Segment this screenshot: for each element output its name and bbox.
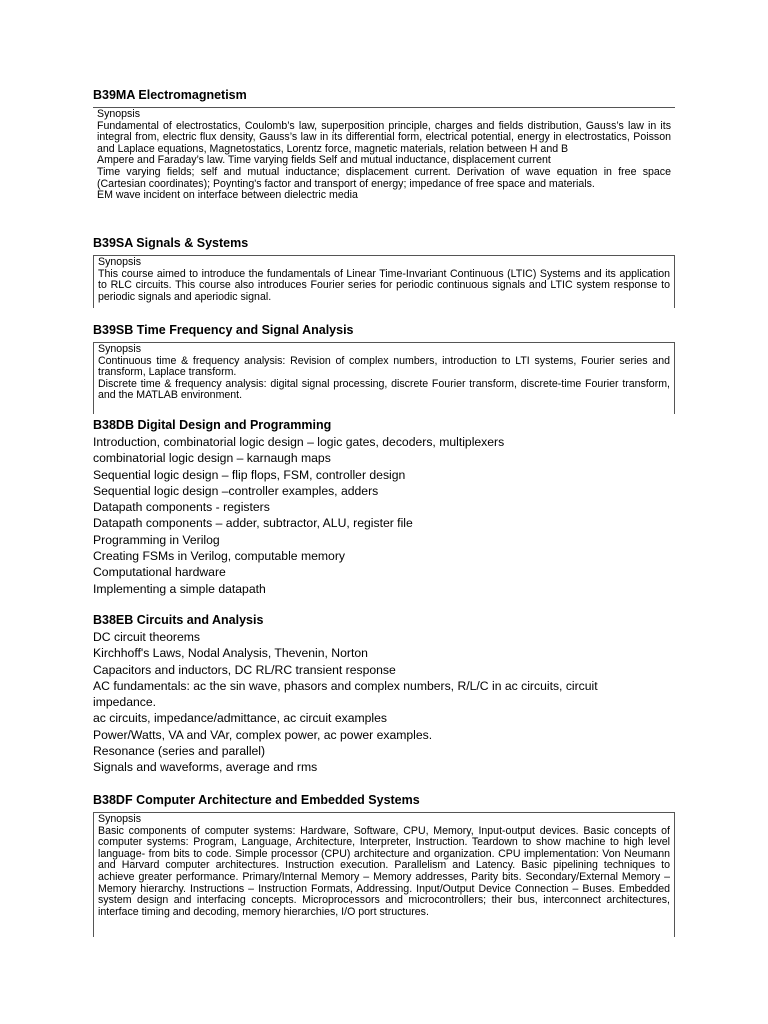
list-item: Implementing a simple datapath bbox=[93, 581, 266, 596]
section-title: B38DF Computer Architecture and Embedded Systems bbox=[93, 793, 420, 807]
synopsis-paragraph: EM wave incident on interface between dielectric media bbox=[97, 189, 358, 202]
list-item: Resonance (series and parallel) bbox=[93, 744, 266, 759]
section-b38df bbox=[93, 793, 675, 937]
list-item: Kirchhoff's Laws, Nodal Analysis, Thevenin, Norton bbox=[93, 646, 368, 661]
synopsis-box bbox=[93, 342, 675, 414]
synopsis-label: Synopsis bbox=[98, 813, 141, 825]
section-title: B39MA Electromagnetism bbox=[93, 88, 247, 102]
synopsis-box bbox=[93, 107, 675, 202]
synopsis-paragraph: Ampere and Faraday’s law. Time varying fields Self and mutual inductance, displacement current bbox=[97, 154, 551, 167]
synopsis-box bbox=[93, 255, 675, 308]
section-b39ma bbox=[93, 88, 675, 202]
list-item: DC circuit theorems bbox=[93, 630, 201, 644]
section-b38eb bbox=[93, 613, 675, 776]
list-item: Sequential logic design – flip flops, FSM, controller design bbox=[93, 467, 406, 482]
list-item: Programming in Verilog bbox=[93, 532, 220, 547]
list-item: AC fundamentals: ac the sin wave, phasors and complex numbers, R/L/C in ac circuits, circuit impedance. bbox=[93, 678, 598, 710]
synopsis-paragraph: Fundamental of electrostatics, Coulomb’s law, superposition principle, charges and fields distribution, Gauss’s law in its integral from, electric flux density, Gauss’s law in its differential form, electrical potential, energy in electrostatics, Poisson and Laplace equations, Magnetostatics, Lorentz force, magnetic materials, relation between H and B bbox=[97, 119, 671, 155]
section-title: B39SA Signals & Systems bbox=[93, 236, 249, 250]
synopsis-box bbox=[93, 812, 675, 937]
list-item: ac circuits, impedance/admittance, ac circuit examples bbox=[93, 711, 387, 726]
list-item: Datapath components - registers bbox=[93, 500, 270, 515]
synopsis-paragraph: Basic components of computer systems: Hardware, Software, CPU, Memory, Input-output devices. Basic concepts of computer systems: Program, Language, Architecture, Interpreter, Instruction. Teardown to show machine to high level language- from bits to code. Simple processor (CPU) architecture and organization. CPU implementation: Von Neumann and Harvard computer architectures. Instruction execution. Parallelism and Latency. Basic pipelining techniques to achieve greater performance. Primary/Internal Memory – Memory addresses, Parity bits. Secondary/External Memory – Memory hierarchy. Instructions – Instruction Formats, Addressing. Input/Output Device Connection – Buses. Embedded system design and interfacing concepts. Microprocessors and microcontrollers; their bus, interconnect architectures, interface timing and decoding, memory hierarchies, I/O port structures. bbox=[98, 824, 670, 918]
section-b38db bbox=[93, 418, 675, 597]
section-title: B38EB Circuits and Analysis bbox=[93, 613, 264, 627]
synopsis-paragraph: Discrete time & frequency analysis: digital signal processing, discrete Fourier transform, discrete-time Fourier transform, and the MATLAB environment. bbox=[98, 377, 670, 402]
synopsis-paragraph: This course aimed to introduce the fundamentals of Linear Time-Invariant Continuous (LTIC) Systems and its application to RLC circuits. This course also introduces Fourier series for periodic continuous signals and LTIC system response to periodic signals and aperiodic signal. bbox=[98, 267, 670, 303]
topic-list bbox=[93, 434, 675, 597]
list-item: Capacitors and inductors, DC RL/RC transient response bbox=[93, 662, 396, 677]
synopsis-label: Synopsis bbox=[98, 256, 141, 268]
synopsis-label: Synopsis bbox=[98, 343, 141, 355]
synopsis-label: Synopsis bbox=[97, 108, 140, 120]
list-item: Datapath components – adder, subtractor, ALU, register file bbox=[93, 516, 413, 531]
list-item: Signals and waveforms, average and rms bbox=[93, 760, 318, 775]
list-item: Introduction, combinatorial logic design – logic gates, decoders, multiplexers bbox=[93, 435, 505, 449]
list-item: Sequential logic design –controller examples, adders bbox=[93, 483, 379, 498]
section-b39sa bbox=[93, 236, 675, 308]
topic-list bbox=[93, 629, 675, 776]
synopsis-paragraph: Continuous time & frequency analysis: Revision of complex numbers, introduction to LTI systems, Fourier series and transform, Laplace transform. bbox=[98, 354, 670, 379]
list-item: Creating FSMs in Verilog, computable memory bbox=[93, 549, 345, 564]
section-b39sb bbox=[93, 323, 675, 414]
section-title: B38DB Digital Design and Programming bbox=[93, 418, 332, 432]
synopsis-paragraph: Time varying fields; self and mutual inductance; displacement current. Derivation of wave equation in free space (Cartesian coordinates); Poynting's factor and transport of energy; impedance of free space and materials. bbox=[97, 165, 671, 190]
list-item: Power/Watts, VA and VAr, complex power, ac power examples. bbox=[93, 727, 433, 742]
list-item: combinatorial logic design – karnaugh maps bbox=[93, 451, 331, 466]
section-title: B39SB Time Frequency and Signal Analysis bbox=[93, 323, 354, 337]
list-item: Computational hardware bbox=[93, 565, 226, 580]
